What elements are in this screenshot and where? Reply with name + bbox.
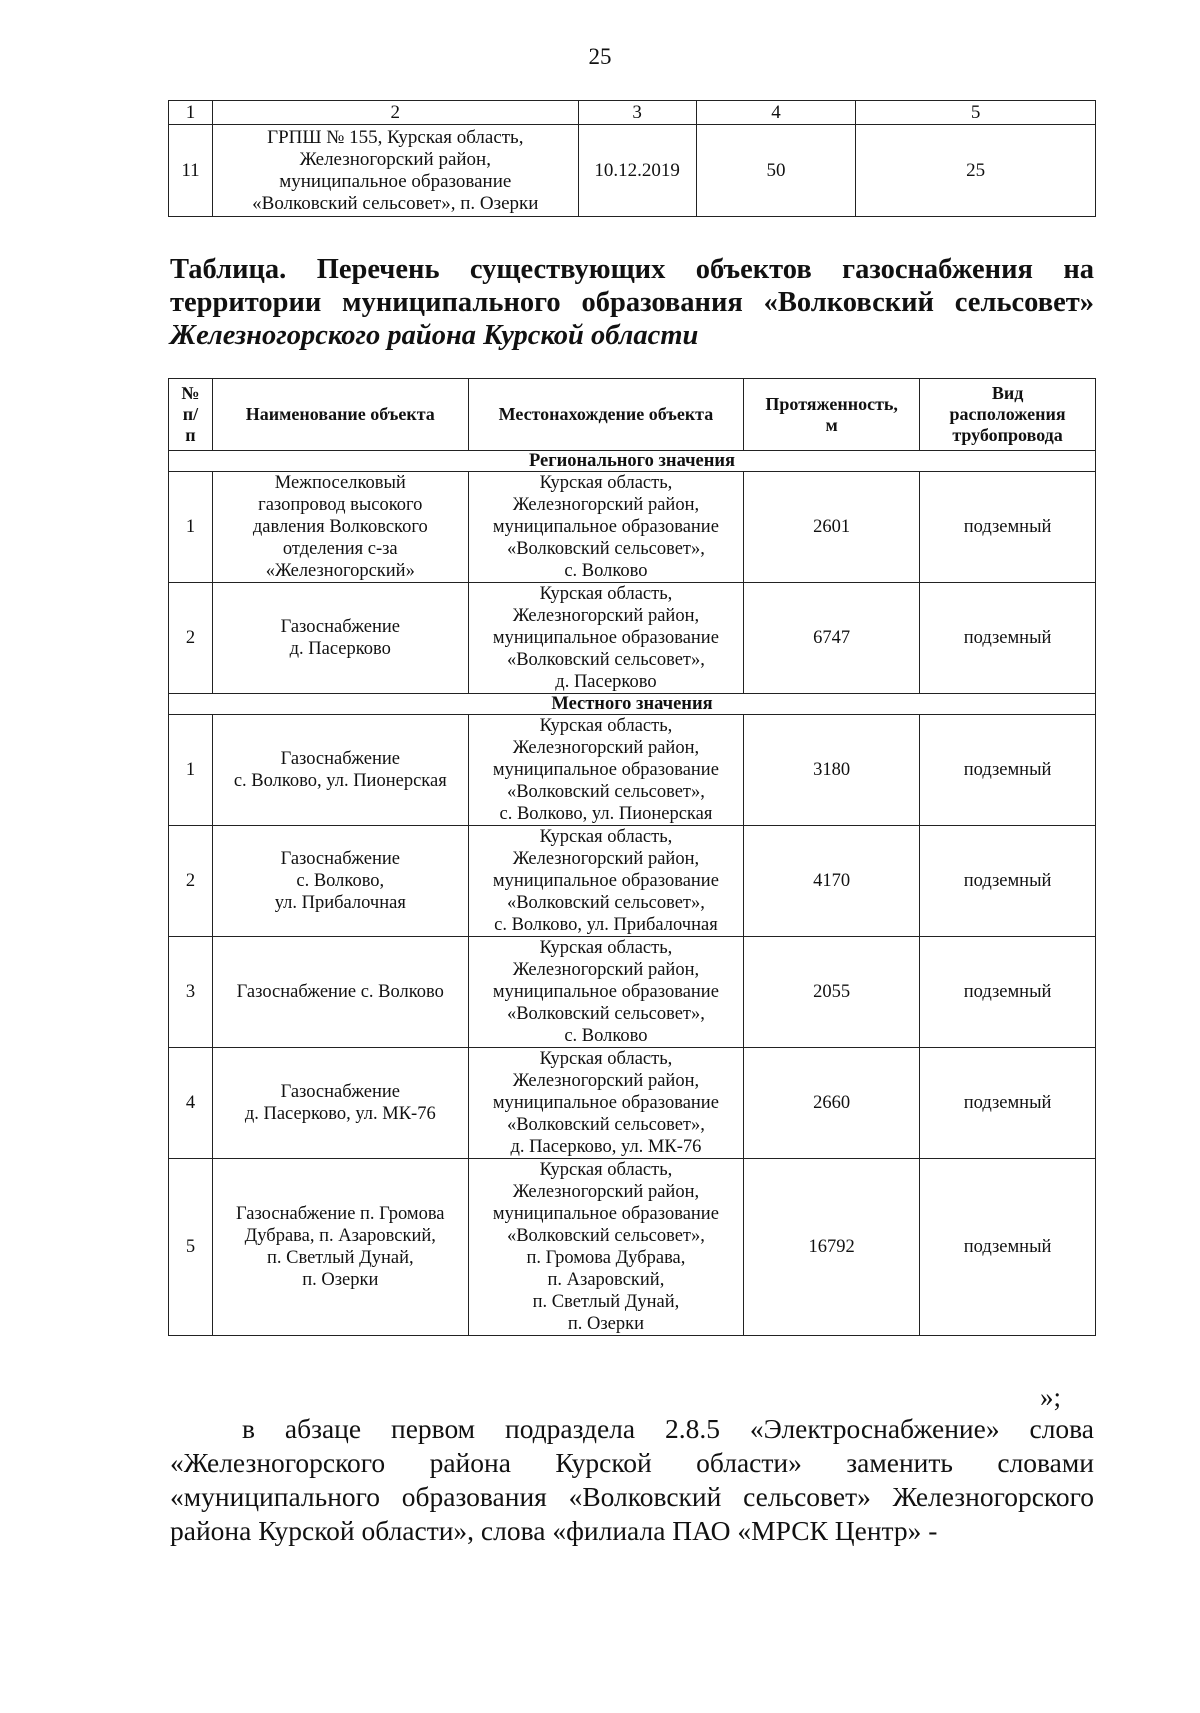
location-line: «Волковский сельсовет», bbox=[506, 1004, 705, 1024]
header-line: расположения bbox=[949, 404, 1066, 424]
object-name bbox=[212, 937, 468, 1048]
section-row bbox=[169, 694, 1096, 715]
column-number: 4 bbox=[696, 101, 856, 125]
object-location bbox=[468, 715, 744, 826]
header-type bbox=[920, 379, 1096, 451]
name-line: Железногорский район, bbox=[299, 148, 491, 170]
header-line: Вид bbox=[991, 383, 1024, 403]
location-line: с. Волково bbox=[564, 1026, 648, 1046]
row-number: 4 bbox=[169, 1048, 213, 1159]
table-row bbox=[169, 1159, 1096, 1336]
continuation-table bbox=[168, 100, 1096, 217]
row-number: 1 bbox=[169, 472, 213, 583]
pipeline-type: подземный bbox=[920, 583, 1096, 694]
location-line: «Волковский сельсовет», bbox=[506, 1226, 705, 1246]
table-row bbox=[169, 937, 1096, 1048]
table-row bbox=[169, 826, 1096, 937]
column-number: 5 bbox=[856, 101, 1096, 125]
name-line: газопровод высокого bbox=[258, 495, 423, 515]
header-length bbox=[744, 379, 920, 451]
header-line: п/ bbox=[182, 404, 199, 424]
name-line: ГРПШ № 155, Курская область, bbox=[267, 126, 524, 148]
name-line: Межпоселковый bbox=[274, 473, 406, 493]
location-line: Курская область, bbox=[539, 1160, 673, 1180]
location-line: д. Пасерково, ул. МК-76 bbox=[510, 1137, 702, 1157]
location-line: Железногорский район, bbox=[512, 606, 700, 626]
location-line: Железногорский район, bbox=[512, 495, 700, 515]
name-line: муниципальное образование bbox=[279, 170, 512, 192]
location-line: Курская область, bbox=[539, 1049, 673, 1069]
name-line: п. Озерки bbox=[302, 1270, 379, 1290]
name-line: давления Волковского bbox=[252, 517, 428, 537]
row-number: 2 bbox=[169, 583, 213, 694]
location-line: муниципальное образование bbox=[492, 1093, 719, 1113]
object-location bbox=[468, 937, 744, 1048]
location-line: Курская область, bbox=[539, 473, 673, 493]
location-line: Курская область, bbox=[539, 584, 673, 604]
name-line: «Железногорский» bbox=[265, 561, 415, 581]
header-line: м bbox=[825, 414, 838, 435]
gas-table-body bbox=[169, 451, 1096, 1336]
row-number: 11 bbox=[169, 125, 213, 217]
name-line: п. Светлый Дунай, bbox=[266, 1248, 414, 1268]
object-location bbox=[468, 1048, 744, 1159]
object-location bbox=[468, 826, 744, 937]
length-value: 16792 bbox=[744, 1159, 920, 1336]
location-line: «Волковский сельсовет», bbox=[506, 782, 705, 802]
length-value: 2660 bbox=[744, 1048, 920, 1159]
date-cell: 10.12.2019 bbox=[578, 125, 696, 217]
location-line: п. Громова Дубрава, bbox=[526, 1248, 686, 1268]
location-line: п. Озерки bbox=[567, 1314, 645, 1334]
location-line: Железногорский район, bbox=[512, 960, 700, 980]
row-number: 1 bbox=[169, 715, 213, 826]
column-number: 1 bbox=[169, 101, 213, 125]
object-location bbox=[468, 1159, 744, 1336]
caption-line: Железногорского района Курской области bbox=[170, 320, 699, 351]
length-value: 6747 bbox=[744, 583, 920, 694]
table-row bbox=[169, 125, 1096, 217]
location-line: «Волковский сельсовет», bbox=[506, 893, 705, 913]
location-line: с. Волково, ул. Пионерская bbox=[499, 804, 713, 824]
location-line: п. Светлый Дунай, bbox=[532, 1292, 680, 1312]
page-number: 25 bbox=[588, 44, 612, 69]
name-line: «Волковский сельсовет», п. Озерки bbox=[252, 192, 539, 214]
location-line: Железногорский район, bbox=[512, 849, 700, 869]
object-name bbox=[212, 472, 468, 583]
pipeline-type: подземный bbox=[920, 937, 1096, 1048]
location-line: муниципальное образование bbox=[492, 760, 719, 780]
location-line: муниципальное образование bbox=[492, 1204, 719, 1224]
object-name bbox=[212, 826, 468, 937]
gas-objects-table bbox=[168, 378, 1096, 1336]
row-number: 3 bbox=[169, 937, 213, 1048]
length-value: 3180 bbox=[744, 715, 920, 826]
table-row bbox=[169, 1048, 1096, 1159]
name-line: Газоснабжение bbox=[280, 1082, 400, 1102]
column-number-row bbox=[169, 101, 1096, 125]
location-line: «Волковский сельсовет», bbox=[506, 539, 705, 559]
table-row bbox=[169, 472, 1096, 583]
column-number: 3 bbox=[578, 101, 696, 125]
table-header-row bbox=[169, 379, 1096, 451]
caption-line: территории муниципального образования «Волковский сельсовет» bbox=[170, 287, 1094, 318]
header-line: Протяженность, bbox=[765, 393, 898, 414]
location-line: с. Волково, ул. Прибалочная bbox=[494, 915, 718, 935]
closing-quote: »; bbox=[1040, 1382, 1062, 1412]
location-line: Железногорский район, bbox=[512, 738, 700, 758]
value-cell: 25 bbox=[856, 125, 1096, 217]
location-line: муниципальное образование bbox=[492, 517, 719, 537]
body-paragraph: в абзаце первом подраздела 2.8.5 «Электроснабжение» слова «Железногорского района Курской области» заменить словами «муниципального образования «Волковский сельсовет» Железногорского района Курской области», слова «филиала ПАО «МРСК Центр» - bbox=[170, 1413, 1094, 1546]
length-value: 2601 bbox=[744, 472, 920, 583]
location-line: Курская область, bbox=[539, 716, 673, 736]
location-line: д. Пасерково bbox=[555, 672, 657, 692]
table-row bbox=[169, 715, 1096, 826]
header-line: трубопровода bbox=[952, 425, 1063, 445]
name-line: Газоснабжение bbox=[280, 617, 400, 637]
header-name: Наименование объекта bbox=[212, 379, 468, 451]
location-line: «Волковский сельсовет», bbox=[506, 650, 705, 670]
row-number: 2 bbox=[169, 826, 213, 937]
pipeline-type: подземный bbox=[920, 715, 1096, 826]
column-number: 2 bbox=[212, 101, 578, 125]
object-name bbox=[212, 583, 468, 694]
object-location bbox=[468, 583, 744, 694]
location-line: с. Волково bbox=[564, 561, 648, 581]
length-value: 4170 bbox=[744, 826, 920, 937]
length-value: 2055 bbox=[744, 937, 920, 1048]
location-line: Железногорский район, bbox=[512, 1071, 700, 1091]
header-line: № bbox=[181, 383, 200, 403]
section-title: Местного значения bbox=[169, 694, 1096, 715]
caption-line: Таблица. Перечень существующих объектов газоснабжения на bbox=[170, 254, 1094, 285]
object-location bbox=[468, 472, 744, 583]
pipeline-type: подземный bbox=[920, 826, 1096, 937]
location-line: п. Азаровский, bbox=[547, 1270, 665, 1290]
pipeline-type: подземный bbox=[920, 1159, 1096, 1336]
header-location: Местонахождение объекта bbox=[468, 379, 744, 451]
name-line: с. Волково, bbox=[296, 871, 385, 891]
name-line: Дубрава, п. Азаровский, bbox=[244, 1226, 436, 1246]
pipeline-type: подземный bbox=[920, 472, 1096, 583]
location-line: муниципальное образование bbox=[492, 628, 719, 648]
location-line: Курская область, bbox=[539, 938, 673, 958]
name-line: ул. Прибалочная bbox=[274, 893, 406, 913]
object-name bbox=[212, 1159, 468, 1336]
location-line: Курская область, bbox=[539, 827, 673, 847]
location-line: муниципальное образование bbox=[492, 982, 719, 1002]
table-caption bbox=[170, 253, 1094, 352]
table-row bbox=[169, 583, 1096, 694]
header-line: п bbox=[185, 425, 196, 445]
pipeline-type: подземный bbox=[920, 1048, 1096, 1159]
value-cell: 50 bbox=[696, 125, 856, 217]
location-line: «Волковский сельсовет», bbox=[506, 1115, 705, 1135]
name-line: Газоснабжение с. Волково bbox=[236, 982, 444, 1002]
name-line: д. Пасерково bbox=[289, 639, 391, 659]
section-row bbox=[169, 451, 1096, 472]
name-line: д. Пасерково, ул. МК-76 bbox=[244, 1104, 436, 1124]
name-line: Газоснабжение п. Громова bbox=[236, 1204, 445, 1224]
section-title: Регионального значения bbox=[169, 451, 1096, 472]
name-line: с. Волково, ул. Пионерская bbox=[233, 771, 447, 791]
object-name bbox=[212, 1048, 468, 1159]
name-line: Газоснабжение bbox=[280, 849, 400, 869]
location-line: муниципальное образование bbox=[492, 871, 719, 891]
location-line: Железногорский район, bbox=[512, 1182, 700, 1202]
header-num bbox=[169, 379, 213, 451]
row-number: 5 bbox=[169, 1159, 213, 1336]
object-name bbox=[212, 125, 578, 217]
name-line: Газоснабжение bbox=[280, 749, 400, 769]
name-line: отделения с-за bbox=[282, 539, 398, 559]
object-name bbox=[212, 715, 468, 826]
